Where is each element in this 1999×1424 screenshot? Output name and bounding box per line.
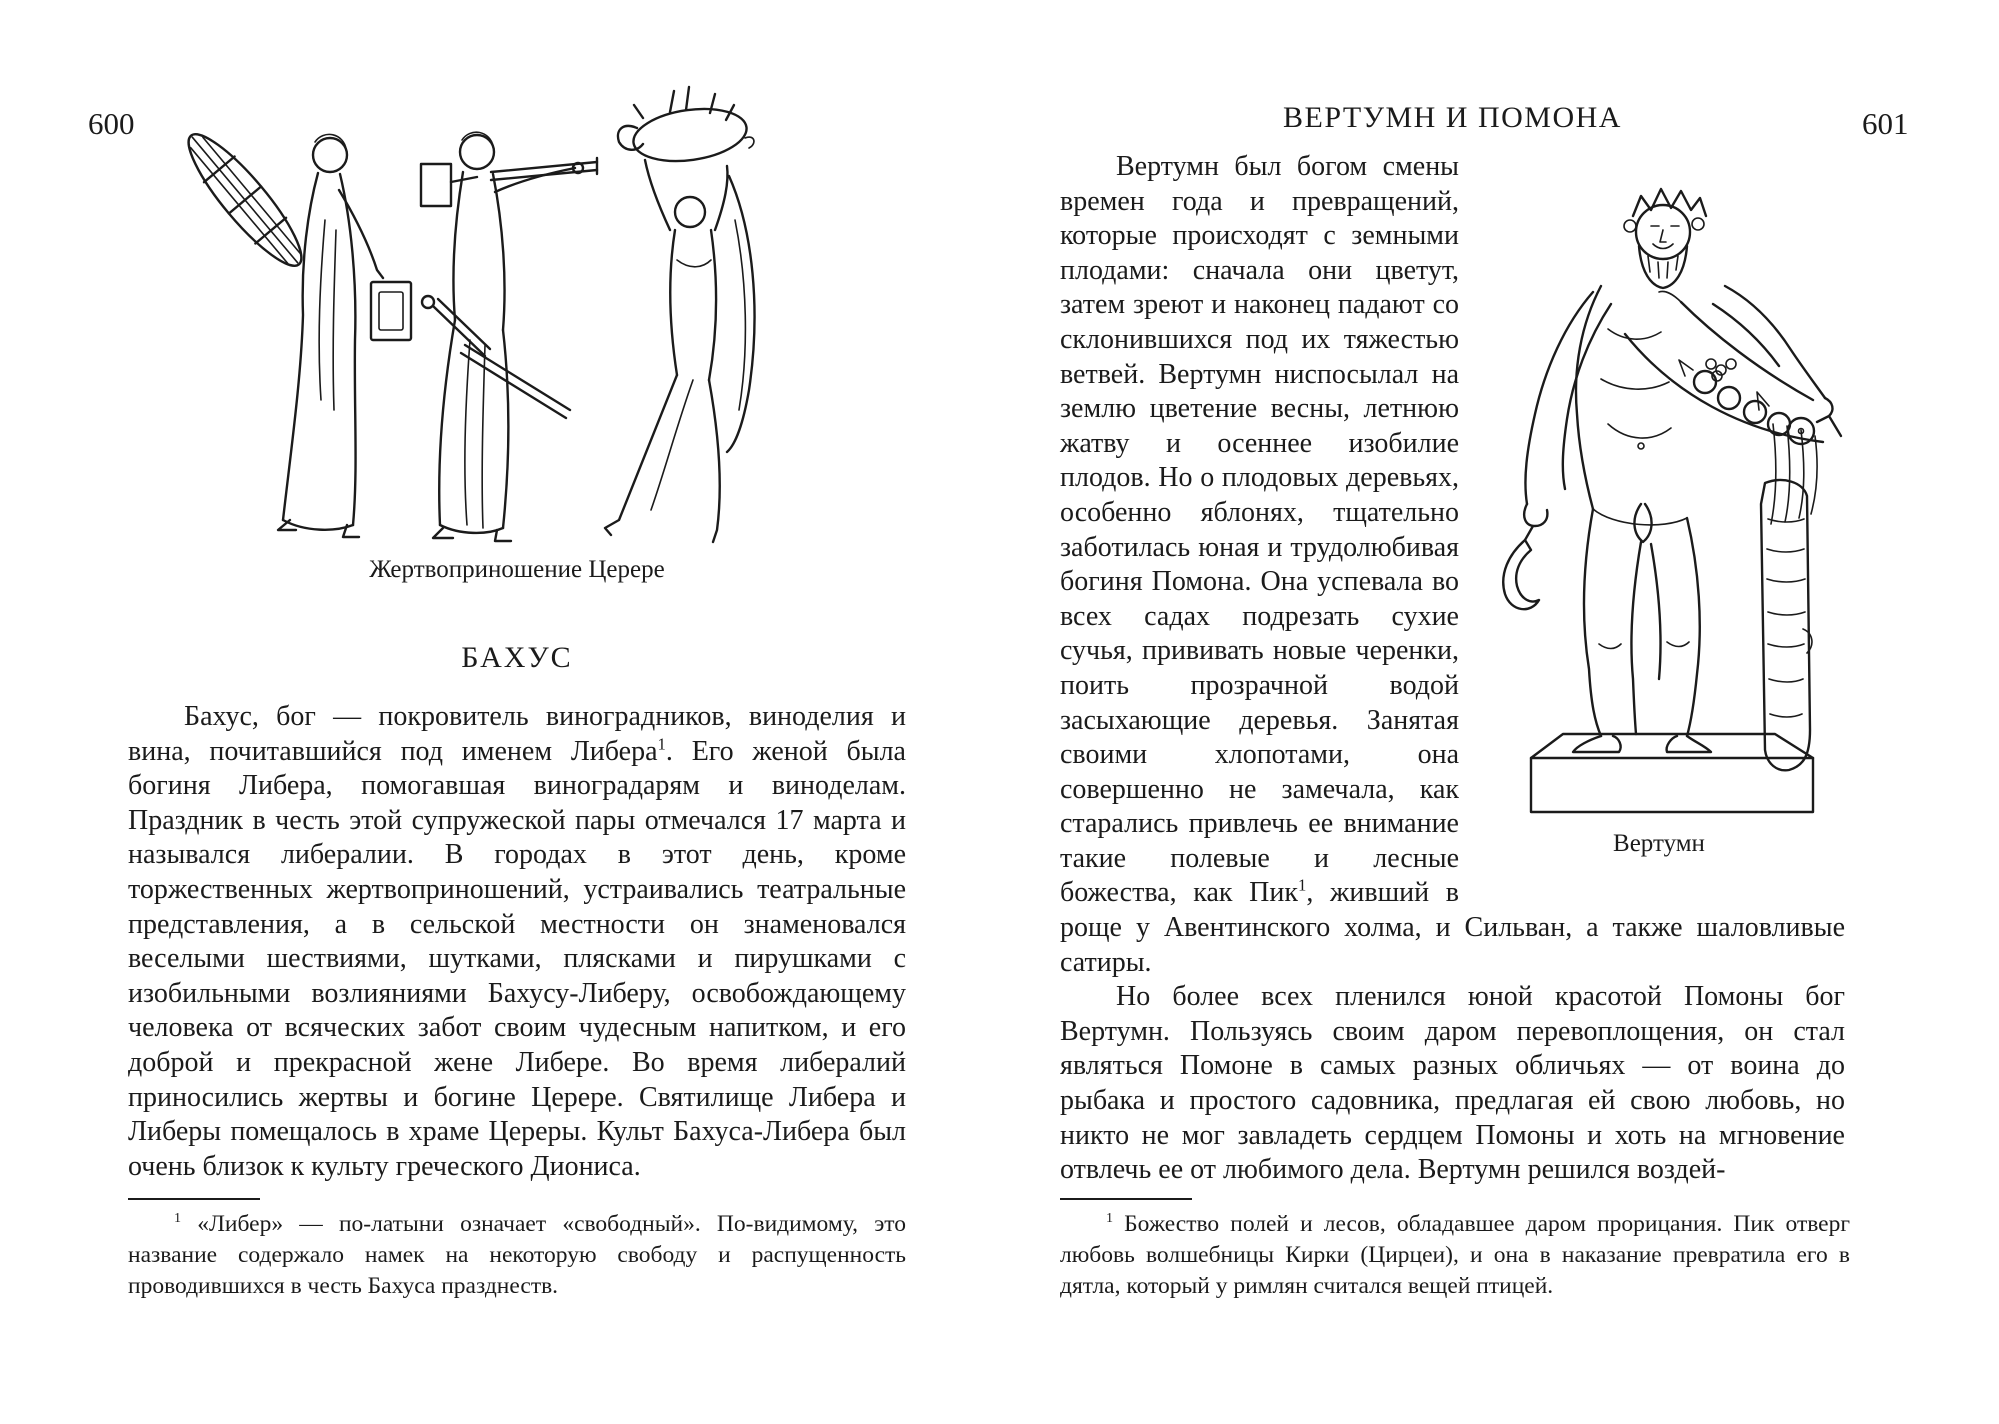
illustration-caption-right: Вертумн [1613, 830, 1705, 857]
illustration-vertumnus [1473, 150, 1845, 887]
left-page [0, 0, 999, 1424]
page-number-left: 600 [88, 106, 135, 141]
statue-engraving-icon [1473, 174, 1845, 824]
body-paragraph-right-2: Но более всех пленился юной красотой Помоны бог Вертумн. Пользуясь своим даром перевоплощения, он стал являться Помоне в самых разных обличьях — от воина до рыбака и простого садовника, предлагая ей свою любовь, но никто не мог завладеть сердцем Помоны и хоть на мгновение отвлечь ее от любимого дела. Вертумн решился воздей- [1060, 981, 1845, 1186]
right-page-body [1060, 150, 1845, 1188]
right-page [999, 0, 1999, 1424]
page-number-right: 601 [1862, 106, 1909, 141]
footnote-left [128, 1198, 906, 1302]
footnote-text-right: $^1$ Божество полей и лесов, обладавшее даром прорицания. Пик отверг любовь волшебницы Кирки (Цирцеи), и она в наказание превратила его в дятла, который у римлян считался вещей птицей. [1060, 1210, 1850, 1299]
illustration-caption-left: Жертвоприношение Церере [369, 556, 665, 583]
illustration-sacrifice-to-ceres [125, 80, 770, 545]
procession-engraving-icon [125, 80, 770, 545]
chapter-title: ВЕРТУМН И ПОМОНА [1283, 101, 1622, 134]
footnote-rule-left [128, 1198, 260, 1200]
body-paragraph-right-1: Вертумн был богом смены времен года и превращений, которые происходят с земными плодами: сначала они цветут, затем зреют и наконец падают со склонившихся под их тяжестью ветвей. Вертумн ниспосылал на землю цветение весны, летнюю жатву и осеннее изобилие плодов. Но о плодовых деревьях, особенно яблонях, тщательно заботилась юная и трудолюбивая богиня Помона. Она успевала во всех садах подрезать сухие сучья, прививать новые черенки, поить прозрачной водой засыхающие деревья. Занятая своими хлопотами, она совершенно не замечала, как старались привлечь ее внимание такие полевые и лесные божества, как Пик$^1$, живший в роще у Авентинского холма, и Сильван, а также шаловливые сатиры. [1060, 151, 1845, 978]
footnote-rule-right [1060, 1198, 1192, 1200]
footnote-right [1060, 1198, 1850, 1302]
body-paragraph-left: Бахус, бог — покровитель виноградников, виноделия и вина, почитавшийся под именем Либера$^1$. Его женой была богиня Либера, помогавшая виноградарям и виноделам. Праздник в честь этой супружеской пары отмечался 17 марта и назывался либералии. В городах в этот день, кроме торжественных жертвоприношений, устраивались театральные представления, а в сельской местности он знаменовался веселыми шествиями, шутками, плясками и пирушками с изобильными возлияниями Бахусу-Либеру, освобождающему человека от всяческих забот своим чудесным напитком, и его доброй и прекрасной жене Либере. Во время либералий приносились жертвы и богине Церере. Святилище Либера и Либеры помещалось в храме Цереры. Культ Бахуса-Либера был очень близок к культу греческого Диониса. [128, 701, 906, 1182]
section-heading: БАХУС [461, 641, 573, 674]
footnote-text-left: $^1$ «Либер» — по-латыни означает «свободный». По-видимому, это название содержало намек на некоторую свободу и распущенность проводившихся в честь Бахуса празднеств. [128, 1210, 906, 1299]
